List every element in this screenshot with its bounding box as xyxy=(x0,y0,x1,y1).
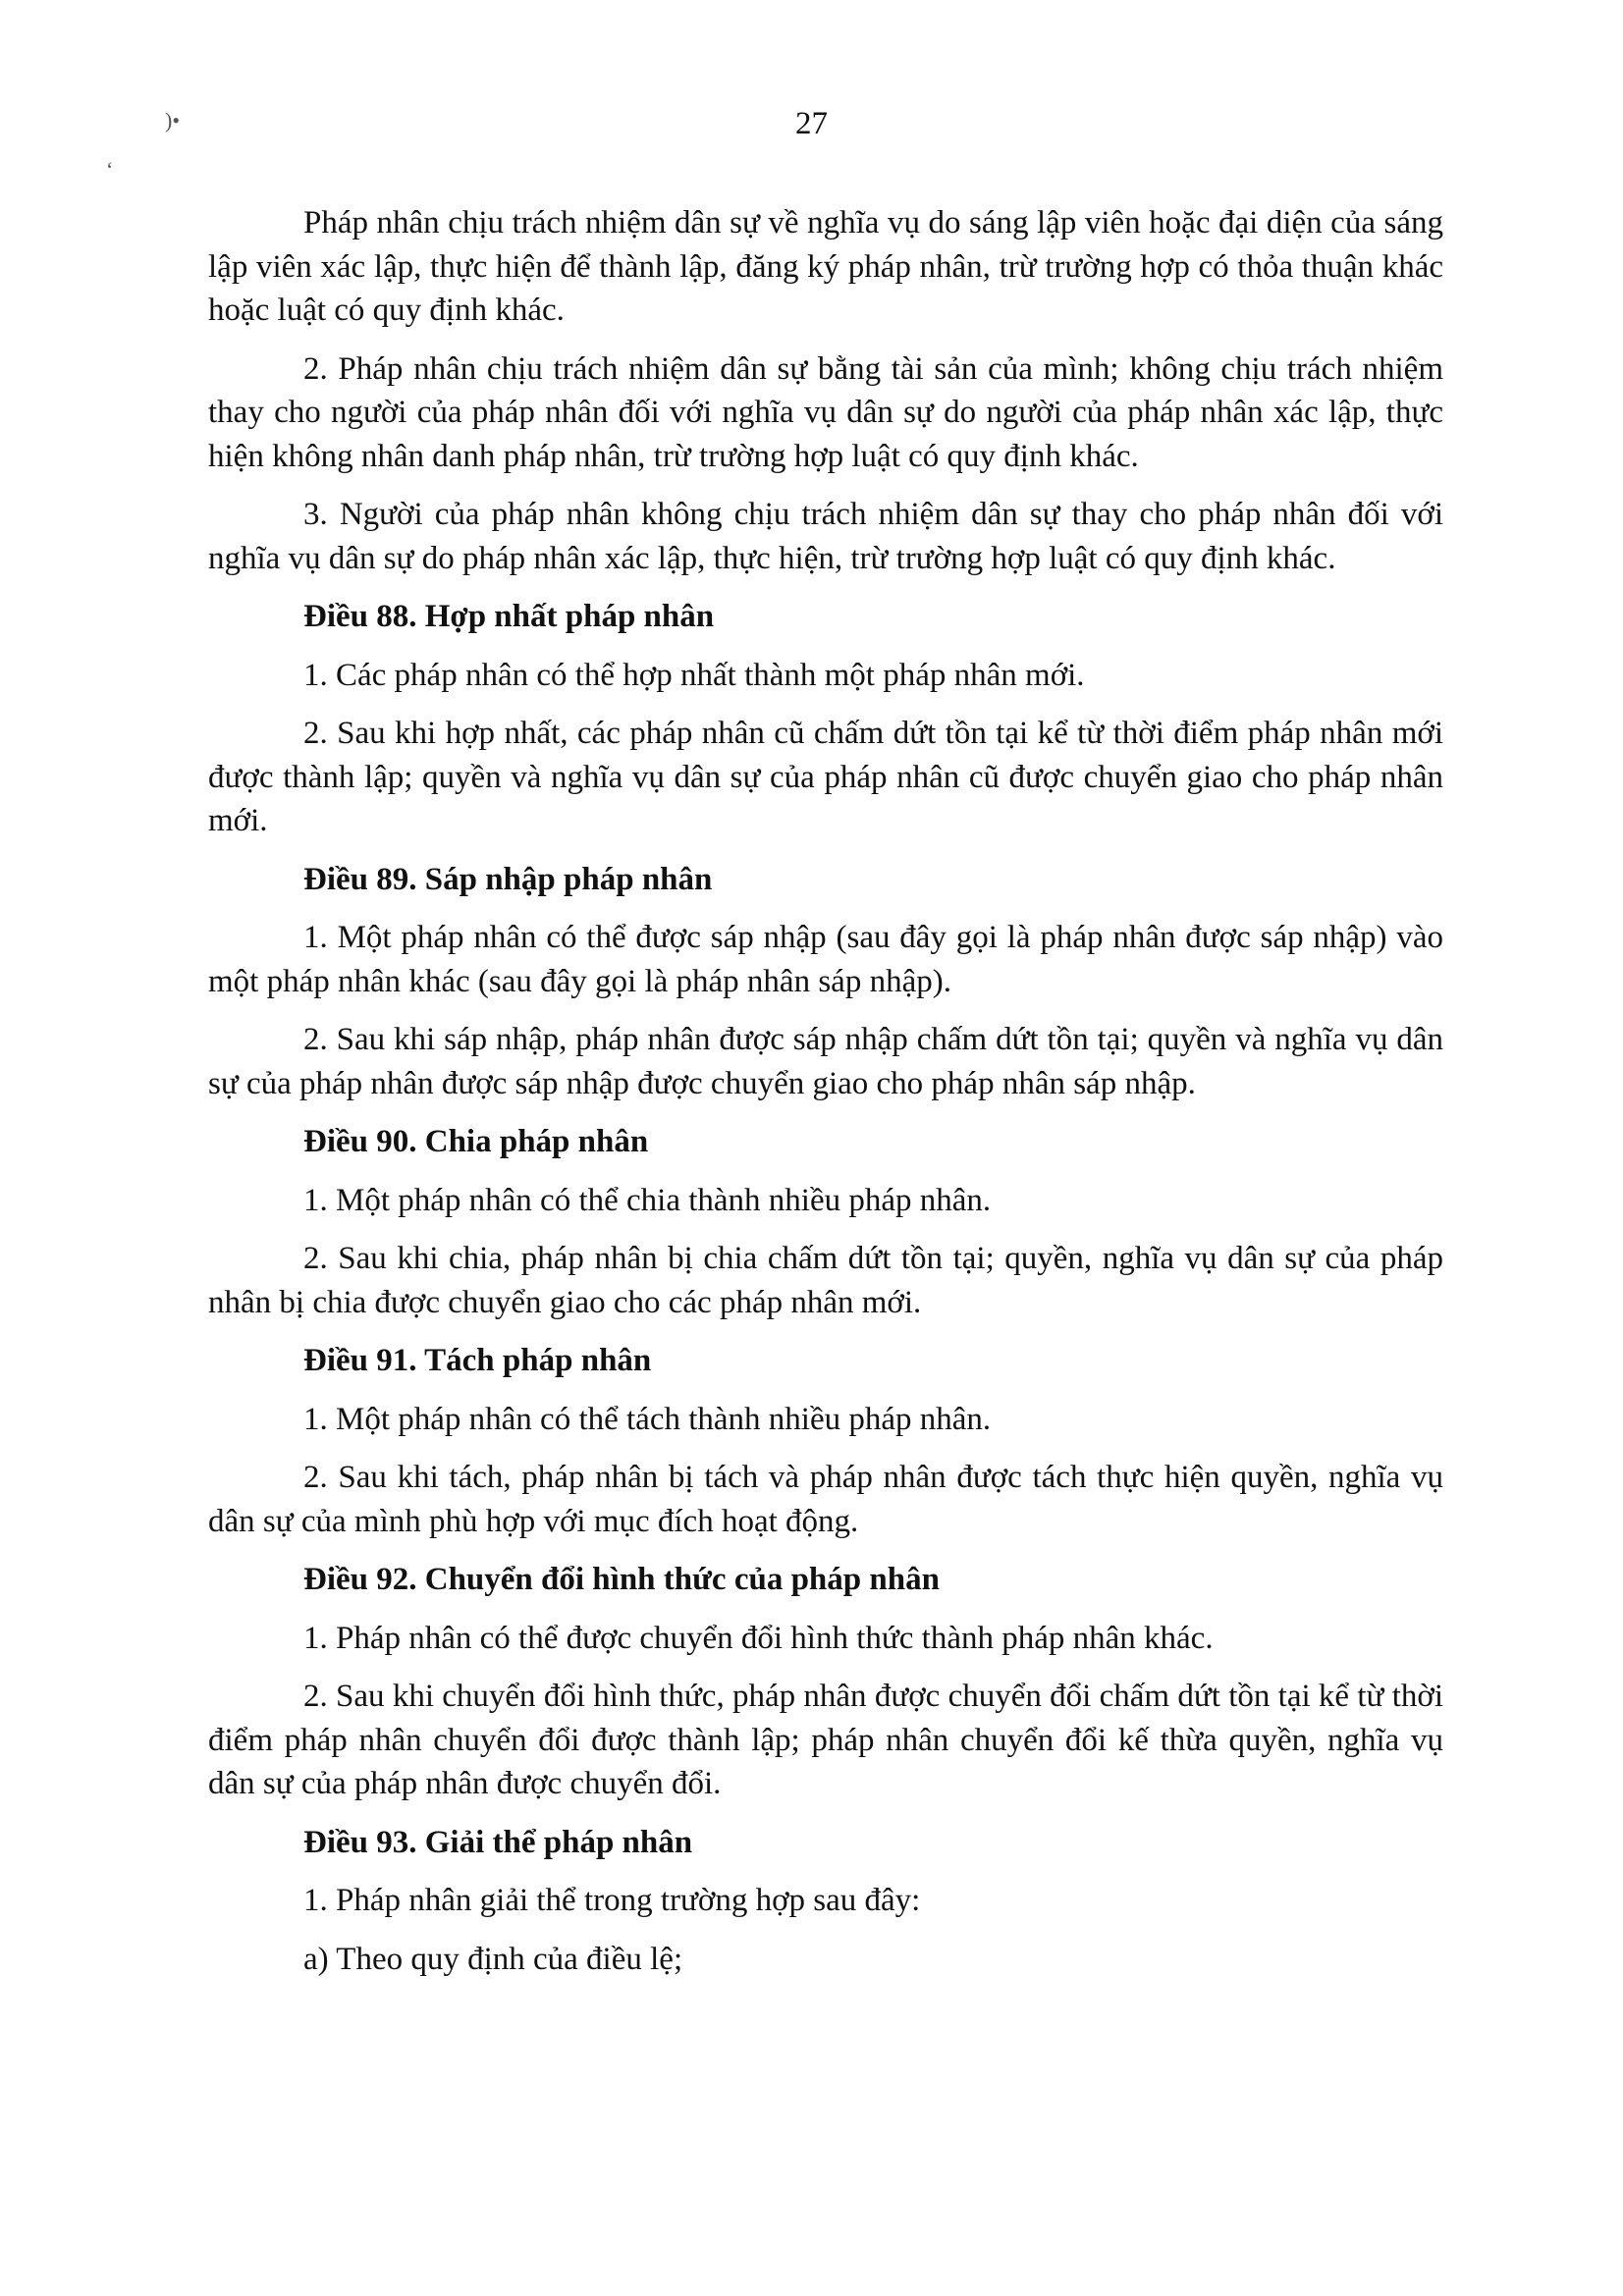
document-body xyxy=(208,201,1443,1981)
paragraph: 1. Pháp nhân có thể được chuyển đổi hình thức thành pháp nhân khác. xyxy=(303,1620,1214,1656)
article-heading: Điều 93. Giải thể pháp nhân xyxy=(303,1824,693,1860)
paragraph: Pháp nhân chịu trách nhiệm dân sự về nghĩa vụ do sáng lập viên hoặc đại diện của sáng lập viên xác lập, thực hiện để thành lập, đăng ký pháp nhân, trừ trường hợp có thỏa thuận khác hoặc luật có quy định khác. xyxy=(208,205,1443,328)
scan-mark-left: ‘ xyxy=(106,157,114,182)
article-heading: Điều 90. Chia pháp nhân xyxy=(303,1124,649,1159)
paragraph: 2. Pháp nhân chịu trách nhiệm dân sự bằng tài sản của mình; không chịu trách nhiệm thay cho người của pháp nhân đối với nghĩa vụ dân sự do người của pháp nhân xác lập, thực hiện không nhân danh pháp nhân, trừ trường hợp luật có quy định khác. xyxy=(208,350,1443,474)
paragraph: 3. Người của pháp nhân không chịu trách nhiệm dân sự thay cho pháp nhân đối với nghĩa vụ dân sự do pháp nhân xác lập, thực hiện, trừ trường hợp luật có quy định khác. xyxy=(208,497,1443,576)
article-heading: Điều 91. Tách pháp nhân xyxy=(303,1343,652,1378)
paragraph: 1. Một pháp nhân có thể tách thành nhiều pháp nhân. xyxy=(303,1401,992,1437)
paragraph: 1. Một pháp nhân có thể chia thành nhiều pháp nhân. xyxy=(303,1182,992,1218)
paragraph: 1. Các pháp nhân có thể hợp nhất thành một pháp nhân mới. xyxy=(303,657,1085,693)
paragraph: 1. Một pháp nhân có thể được sáp nhập (sau đây gọi là pháp nhân được sáp nhập) vào một pháp nhân khác (sau đây gọi là pháp nhân sáp nhập). xyxy=(208,920,1443,999)
paragraph: 2. Sau khi hợp nhất, các pháp nhân cũ chấm dứt tồn tại kể từ thời điểm pháp nhân mới được thành lập; quyền và nghĩa vụ dân sự của pháp nhân cũ được chuyển giao cho pháp nhân mới. xyxy=(208,716,1443,838)
page-number: 27 xyxy=(795,106,828,141)
article-heading: Điều 92. Chuyển đổi hình thức của pháp nhân xyxy=(303,1562,940,1597)
article-heading: Điều 88. Hợp nhất pháp nhân xyxy=(303,599,715,634)
paragraph: 2. Sau khi sáp nhập, pháp nhân được sáp nhập chấm dứt tồn tại; quyền và nghĩa vụ dân sự của pháp nhân được sáp nhập được chuyển giao cho pháp nhân sáp nhập. xyxy=(208,1022,1443,1101)
paragraph: 2. Sau khi chuyển đổi hình thức, pháp nhân được chuyển đổi chấm dứt tồn tại kể từ thời điểm pháp nhân chuyển đổi được thành lập; pháp nhân chuyển đổi kế thừa quyền, nghĩa vụ dân sự của pháp nhân được chuyển đổi. xyxy=(208,1679,1443,1801)
paragraph: 2. Sau khi chia, pháp nhân bị chia chấm dứt tồn tại; quyền, nghĩa vụ dân sự của pháp nhân bị chia được chuyển giao cho các pháp nhân mới. xyxy=(208,1241,1443,1320)
paragraph: a) Theo quy định của điều lệ; xyxy=(303,1941,683,1977)
paragraph: 2. Sau khi tách, pháp nhân bị tách và pháp nhân được tách thực hiện quyền, nghĩa vụ dân sự của mình phù hợp với mục đích hoạt động. xyxy=(208,1460,1443,1539)
scan-mark-top: )• xyxy=(165,108,181,133)
paragraph: 1. Pháp nhân giải thể trong trường hợp sau đây: xyxy=(303,1883,921,1918)
article-heading: Điều 89. Sáp nhập pháp nhân xyxy=(303,861,713,897)
